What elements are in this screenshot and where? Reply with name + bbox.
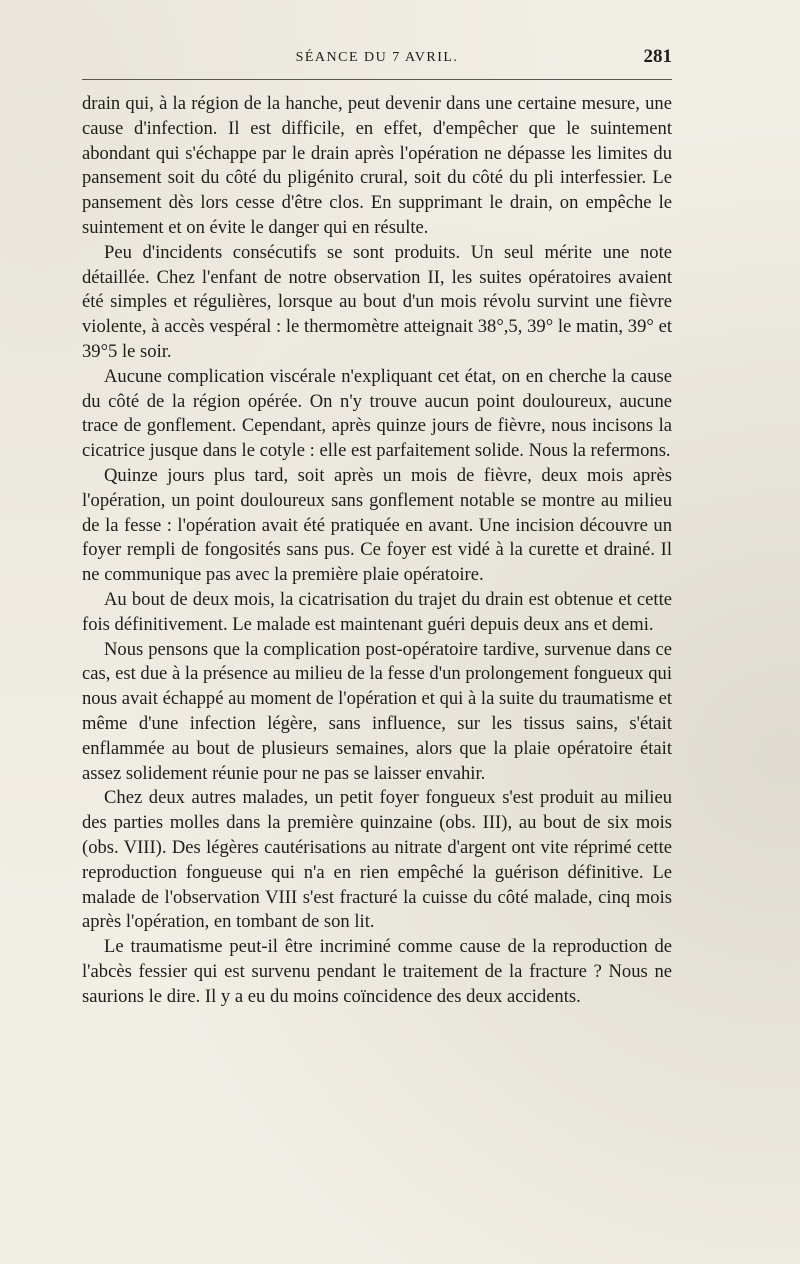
paragraph-6: Nous pensons que la complication post-opératoire tardive, survenue dans ce cas, est due à la présence au milieu de la fesse d'un prolongement fongueux qui nous avait échappé au moment de l'opération et qui à la suite du traumatisme et même d'une infection légère, sans influence, sur les tissus sains, s'était enflammée au bout de plusieurs semaines, alors que la plaie opératoire était assez solidement réunie pour ne pas se laisser envahir. [82, 638, 672, 784]
paragraph-4: Quinze jours plus tard, soit après un mois de fièvre, deux mois après l'opération, un point douloureux sans gonflement notable se montre au milieu de la fesse : l'opération avait été pratiquée en avant. Une incision découvre un foyer rempli de fongosités sans pus. Ce foyer est vidé à la curette et drainé. Il ne communique pas avec la première plaie opératoire. [82, 464, 672, 586]
header-rule [82, 79, 672, 80]
paragraph-8: Le traumatisme peut-il être incriminé comme cause de la reproduction de l'abcès fessier qui est survenu pendant le traitement de la fracture ? Nous ne saurions le dire. Il y a eu du moins coïncidence des deux accidents. [82, 936, 672, 1007]
paragraph-2: Peu d'incidents consécutifs se sont produits. Un seul mérite une note détaillée. Chez l'enfant de notre observation II, les suites opératoires avaient été simples et régulières, lorsque au bout d'un mois révolu survint une fièvre violente, à accès vespéral : le thermomètre atteignait 38°,5, 39° le matin, 39° et 39°5 le soir. [82, 241, 672, 362]
paragraph-5: Au bout de deux mois, la cicatrisation du trajet du drain est obtenue et cette fois définitivement. Le malade est maintenant guéri depuis deux ans et demi. [82, 588, 672, 635]
body-text [82, 92, 672, 1009]
paragraph-3: Aucune complication viscérale n'expliquant cet état, on en cherche la cause du côté de la région opérée. On n'y trouve aucun point douloureux, aucune trace de gonflement. Cependant, après quinze jours de fièvre, nous incisons la cicatrice jusque dans le cotyle : elle est parfaitement solide. Nous la refermons. [82, 365, 672, 462]
running-title: SÉANCE DU 7 AVRIL. [295, 50, 459, 65]
paragraph-7: Chez deux autres malades, un petit foyer fongueux s'est produit au milieu des parties molles dans la première quinzaine (obs. III), au bout de six mois (obs. VIII). Des légères cautérisations au nitrate d'argent ont vite réprimé cette reproduction fongueuse qui n'a en rien empêché la guérison définitive. Le malade de l'observation VIII s'est fracturé la cuisse du côté malade, cinq mois après l'opération, en tombant de son lit. [82, 787, 672, 933]
paragraph-1: drain qui, à la région de la hanche, peut devenir dans une certaine mesure, une cause d'infection. Il est difficile, en effet, d'empêcher que le suintement abondant qui s'échappe par le drain après l'opération ne dépasse les limites du pansement soit du côté du pligénito crural, soit du côté du pli interfessier. Le pansement dès lors cesse d'être clos. En supprimant le drain, on empêche le suintement et on évite le danger qui en résulte. [82, 93, 672, 238]
running-head [82, 42, 672, 72]
page-number: 281 [643, 46, 672, 67]
